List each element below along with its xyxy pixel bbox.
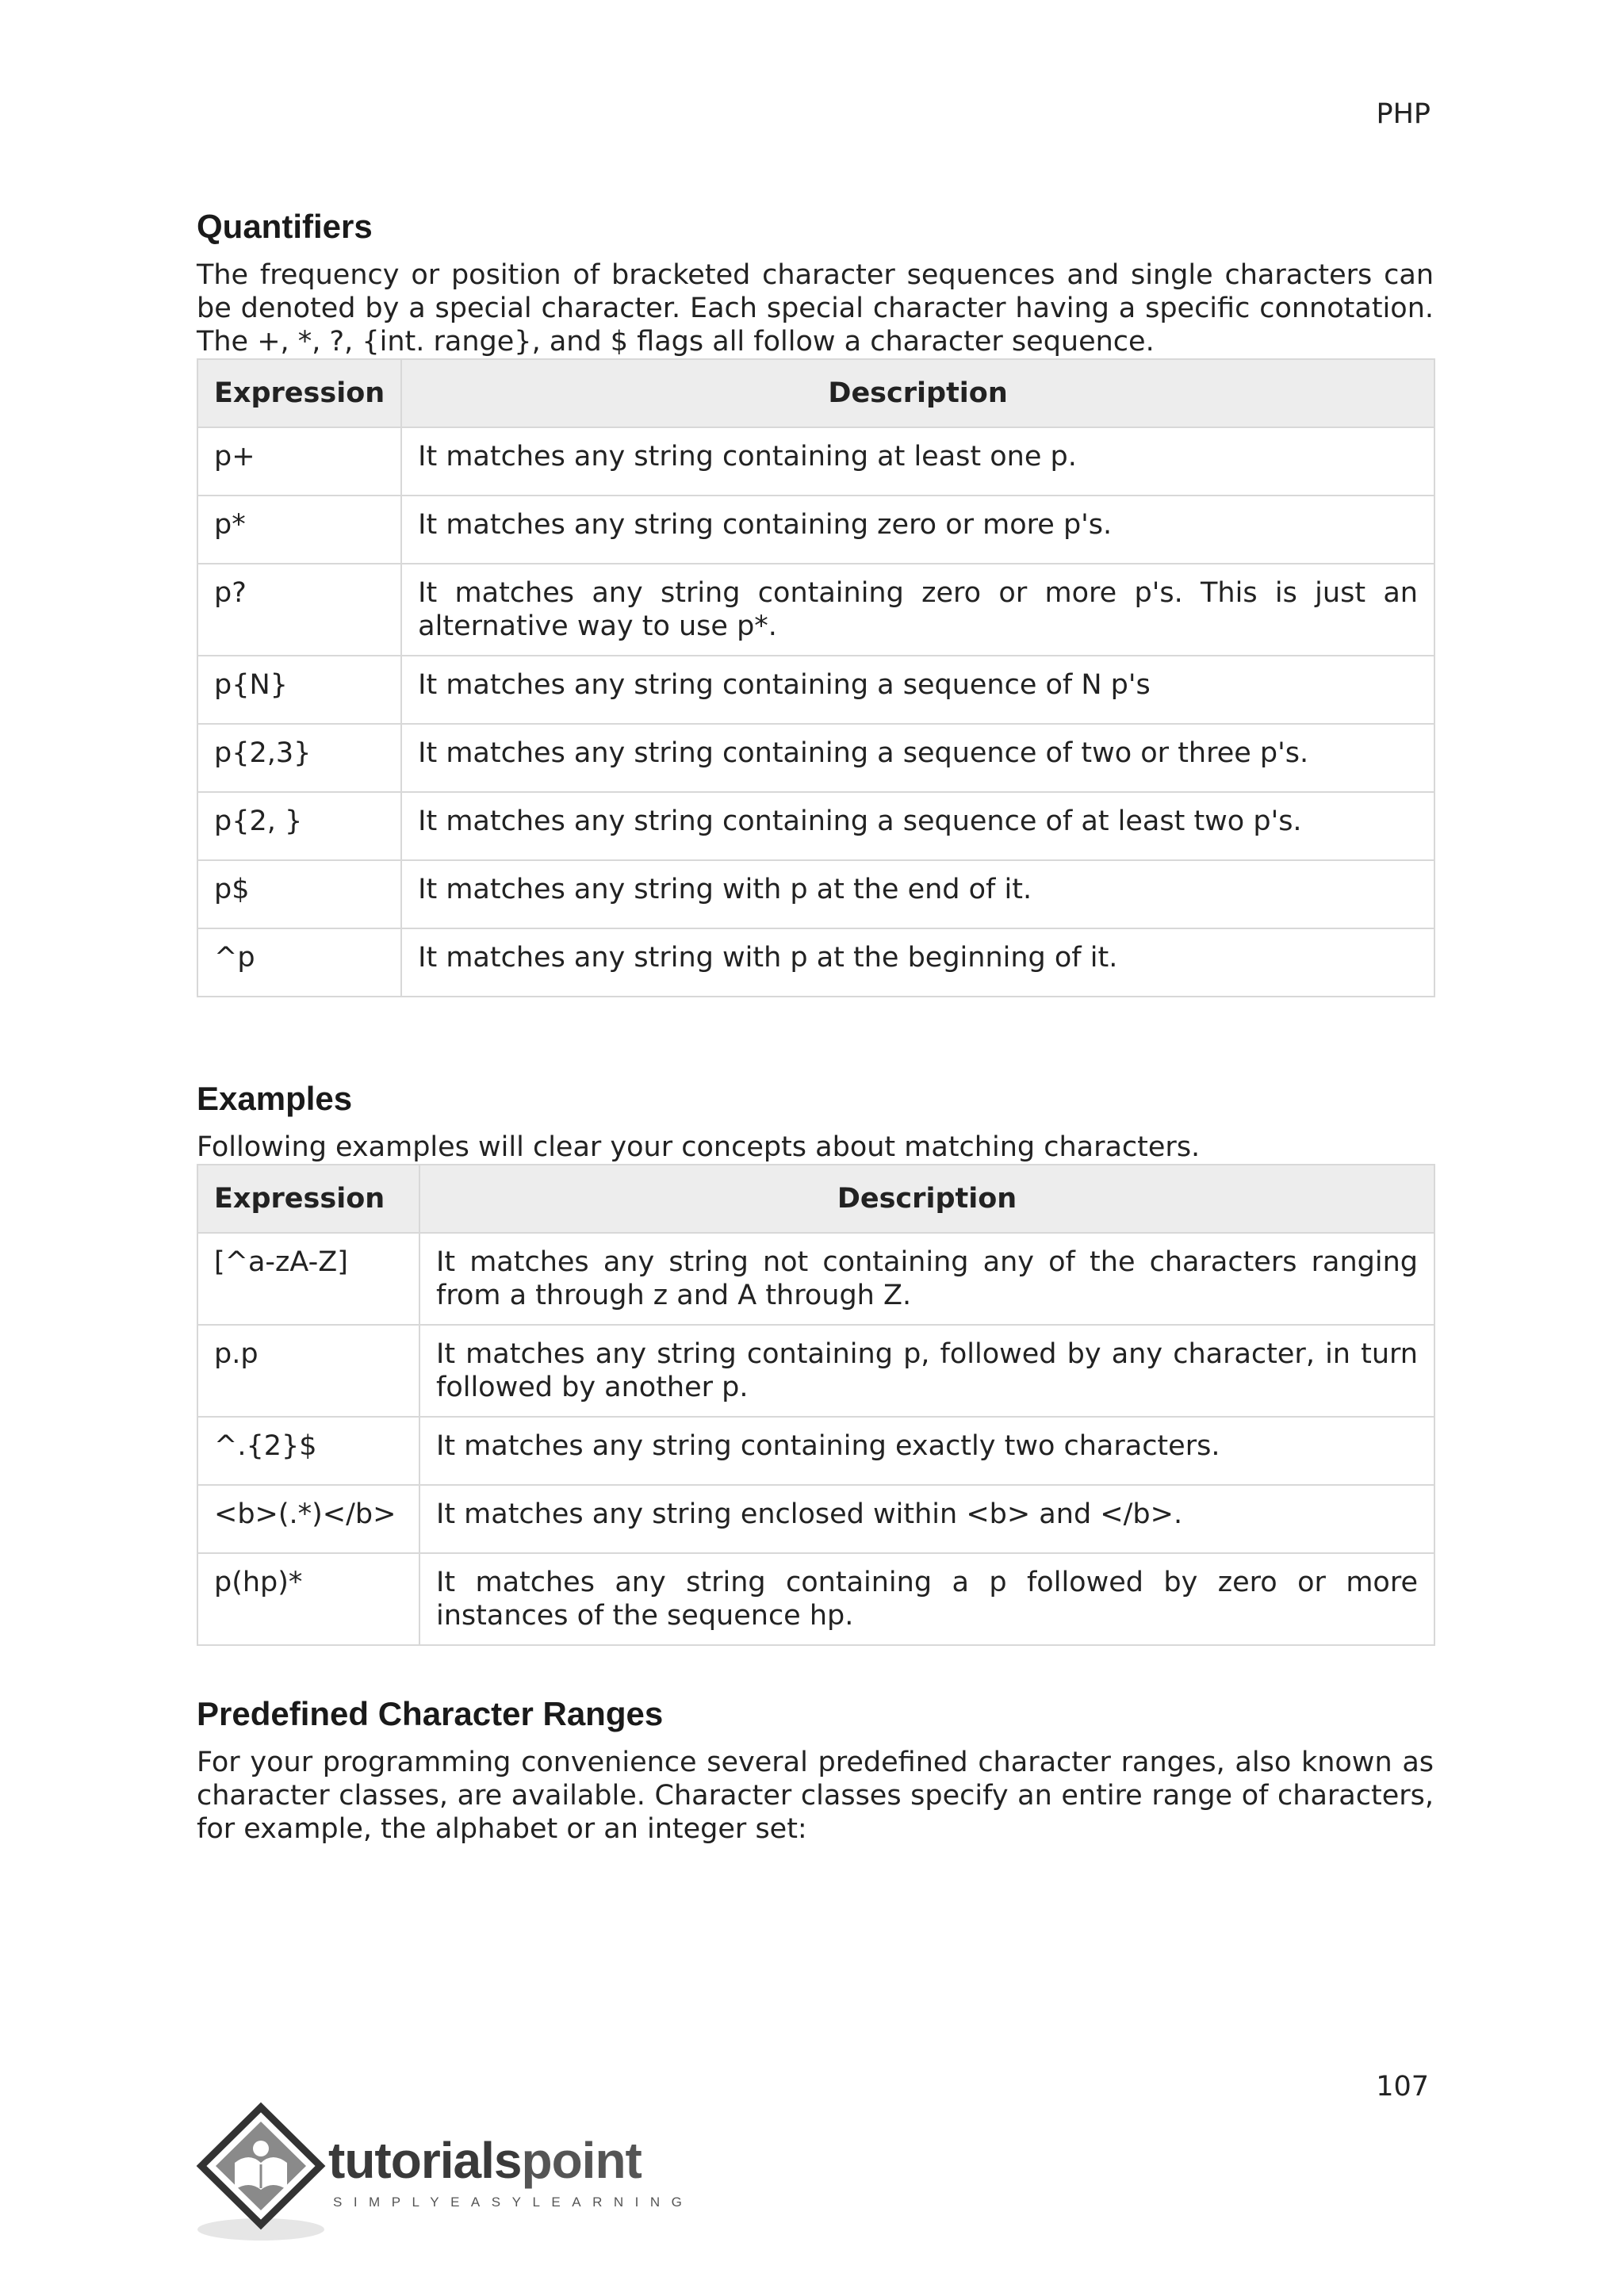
table-row	[197, 724, 1434, 792]
page-content	[197, 205, 1434, 1846]
column-header-description: Description	[401, 359, 1434, 427]
table-row	[197, 792, 1434, 860]
column-header-expression: Expression	[197, 1165, 419, 1233]
table-row	[197, 1233, 1434, 1325]
table-row	[197, 656, 1434, 724]
table-row	[197, 1553, 1434, 1645]
expression-cell: <b>(.*)</b>	[197, 1485, 419, 1553]
examples-table	[197, 1164, 1435, 1646]
description-cell: It matches any string containing at least one p.	[401, 427, 1434, 496]
expression-cell: p$	[197, 860, 401, 928]
section-intro: The frequency or position of bracketed character sequences and single characters can be denoted by a special character. Each special character having a specific connotation. The +, *, ?, {int. range}, and $ flags all follow a character sequence.	[197, 259, 1434, 358]
description-cell: It matches any string with p at the end of it.	[401, 860, 1434, 928]
page-number: 107	[1376, 2071, 1429, 2103]
section-heading: Predefined Character Ranges	[197, 1695, 664, 1732]
table-row	[197, 860, 1434, 928]
description-cell: It matches any string not containing any of the characters ranging from a through z and A through Z.	[419, 1233, 1434, 1325]
section-examples	[197, 1077, 1434, 1646]
logo-wordmark	[328, 2131, 642, 2190]
running-header: PHP	[1376, 98, 1431, 130]
expression-cell: p{2, }	[197, 792, 401, 860]
expression-cell: ^p	[197, 928, 401, 997]
expression-cell: [^a-zA-Z]	[197, 1233, 419, 1325]
expression-cell: p(hp)*	[197, 1553, 419, 1645]
description-cell: It matches any string containing a sequence of N p's	[401, 656, 1434, 724]
description-cell: It matches any string containing a p followed by zero or more instances of the sequence hp.	[419, 1553, 1434, 1645]
expression-cell: ^.{2}$	[197, 1417, 419, 1485]
section-heading: Quantifiers	[197, 208, 373, 245]
expression-cell: p*	[197, 496, 401, 564]
table-row	[197, 496, 1434, 564]
section-heading: Examples	[197, 1080, 353, 1117]
section-predefined-ranges	[197, 1692, 1434, 1846]
column-header-description: Description	[419, 1165, 1434, 1233]
table-row	[197, 1325, 1434, 1417]
section-intro: Following examples will clear your concepts about matching characters.	[197, 1131, 1201, 1163]
logo-word-tutorials: tutorials	[328, 2132, 522, 2189]
description-cell: It matches any string containing zero or more p's.	[401, 496, 1434, 564]
logo-tagline: SIMPLYEASYLEARNING	[333, 2195, 694, 2210]
logo-word-point: point	[521, 2132, 642, 2189]
logo-emblem-icon	[193, 2101, 328, 2244]
description-cell: It matches any string containing a sequence of two or three p's.	[401, 724, 1434, 792]
section-quantifiers	[197, 205, 1434, 997]
expression-cell: p{2,3}	[197, 724, 401, 792]
table-row	[197, 564, 1434, 656]
table-header-row	[197, 1165, 1434, 1233]
description-cell: It matches any string containing a sequence of at least two p's.	[401, 792, 1434, 860]
table-row	[197, 1485, 1434, 1553]
table-row	[197, 427, 1434, 496]
table-row	[197, 928, 1434, 997]
table-header-row	[197, 359, 1434, 427]
quantifiers-table	[197, 358, 1435, 997]
tutorialspoint-logo	[193, 2101, 694, 2244]
description-cell: It matches any string containing exactly two characters.	[419, 1417, 1434, 1485]
table-row	[197, 1417, 1434, 1485]
description-cell: It matches any string enclosed within <b> and </b>.	[419, 1485, 1434, 1553]
section-intro: For your programming convenience several predefined character ranges, also known as character classes, are available. Character classes specify an entire range of characters, for example, the alphabet or an integer set:	[197, 1747, 1434, 1845]
description-cell: It matches any string containing p, followed by any character, in turn followed by another p.	[419, 1325, 1434, 1417]
column-header-expression: Expression	[197, 359, 401, 427]
description-cell: It matches any string with p at the beginning of it.	[401, 928, 1434, 997]
expression-cell: p{N}	[197, 656, 401, 724]
expression-cell: p.p	[197, 1325, 419, 1417]
description-cell: It matches any string containing zero or more p's. This is just an alternative way to use p*.	[401, 564, 1434, 656]
expression-cell: p?	[197, 564, 401, 656]
expression-cell: p+	[197, 427, 401, 496]
